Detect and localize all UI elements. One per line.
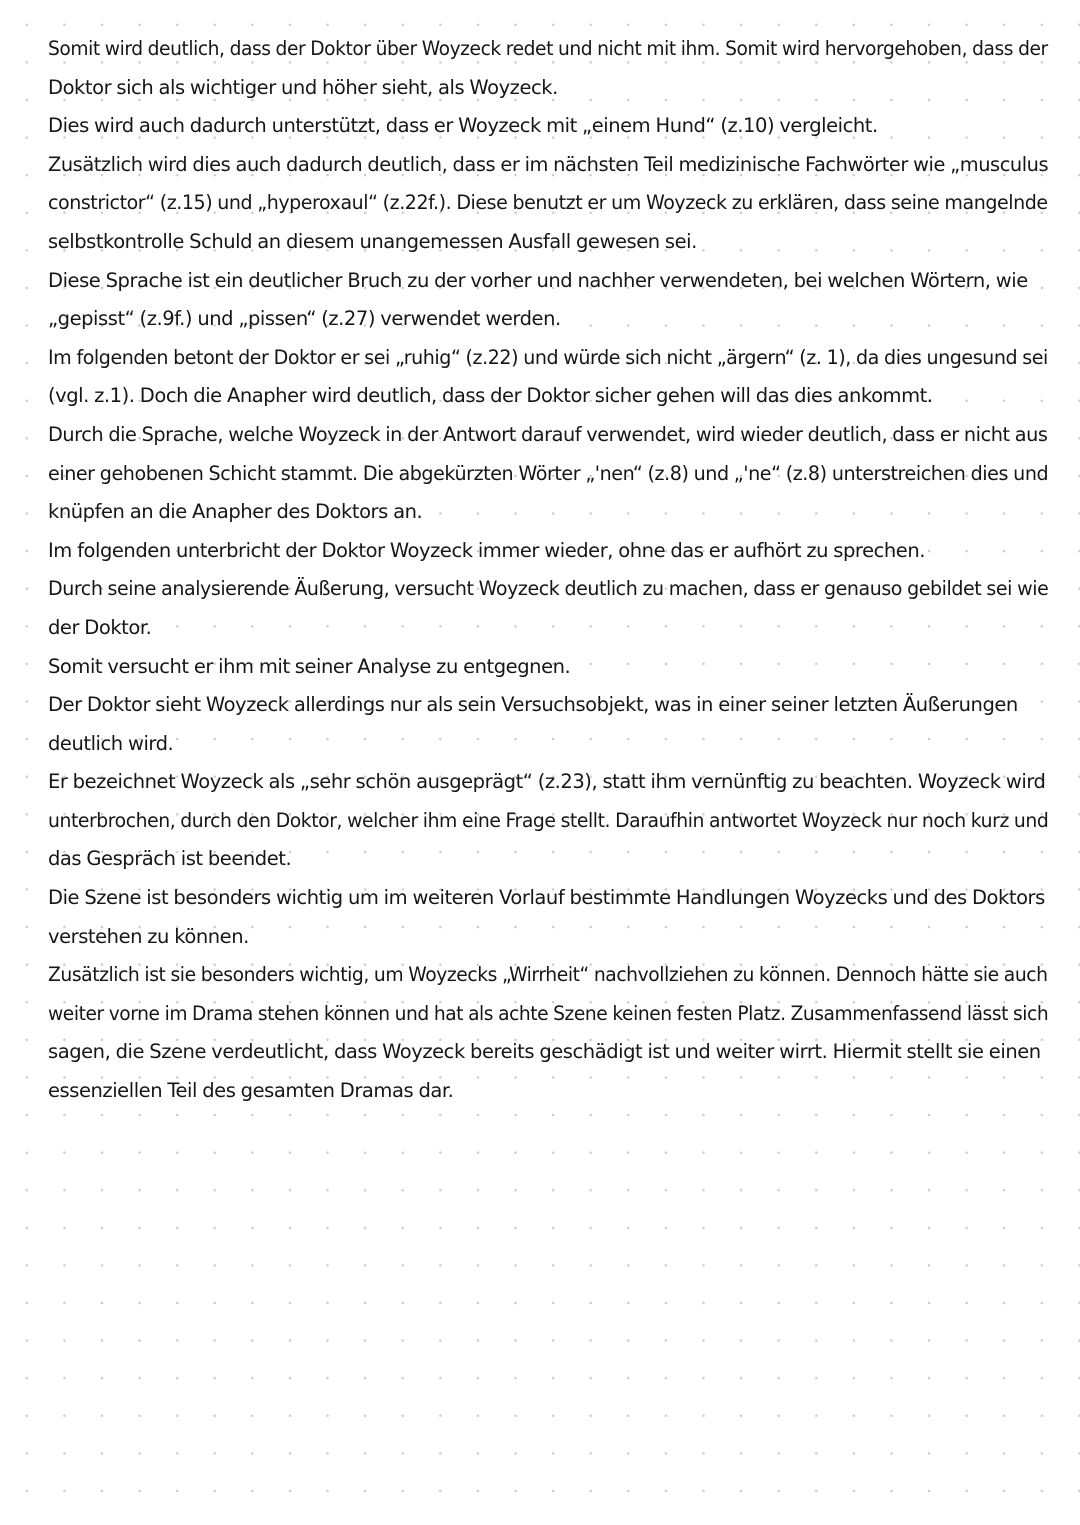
text-line: sagen, die Szene verdeutlicht, dass Woyzeck bereits geschädigt ist und weiter wirrt. Hiermit stellt sie einen	[48, 1040, 1041, 1064]
text-line: Somit wird deutlich, dass der Doktor über Woyzeck redet und nicht mit ihm. Somit wird hervorgehoben, dass der	[48, 37, 1048, 60]
text-line: Im folgenden unterbricht der Doktor Woyzeck immer wieder, ohne das er aufhört zu sprechen.	[48, 538, 926, 562]
text-line: der Doktor.	[48, 615, 152, 639]
text-line: Durch die Sprache, welche Woyzeck in der Antwort darauf verwendet, wird wieder deutlich, dass er nicht aus	[48, 422, 1048, 446]
text-line: Diese Sprache ist ein deutlicher Bruch zu der vorher und nachher verwendeten, bei welchen Wörtern, wie	[48, 268, 1028, 292]
text-line: weiter vorne im Drama stehen können und hat als achte Szene keinen festen Platz. Zusammenfassend lässt sich	[48, 1001, 1049, 1025]
text-line: knüpfen an die Anapher des Doktors an.	[48, 500, 423, 524]
text-line: Somit versucht er ihm mit seiner Analyse zu entgegnen.	[48, 654, 571, 678]
text-line: essenziellen Teil des gesamten Dramas dar.	[48, 1079, 454, 1103]
text-line: Im folgenden betont der Doktor er sei „ruhig“ (z.22) und würde sich nicht „ärgern“ (z. 1), da dies ungesund sei	[48, 345, 1048, 369]
text-line: Doktor sich als wichtiger und höher sieht, als Woyzeck.	[48, 75, 558, 99]
text-line: Der Doktor sieht Woyzeck allerdings nur als sein Versuchsobjekt, was in einer seiner letzten Äußerungen	[48, 693, 1018, 717]
text-line: verstehen zu können.	[48, 924, 249, 948]
text-line: Durch seine analysierende Äußerung, versucht Woyzeck deutlich zu machen, dass er genauso gebildet sei wie	[48, 577, 1049, 601]
text-line: Er bezeichnet Woyzeck als „sehr schön ausgeprägt“ (z.23), statt ihm vernünftig zu beachten. Woyzeck wird	[48, 770, 1046, 794]
text-line: (vgl. z.1). Doch die Anapher wird deutlich, dass der Doktor sicher gehen will das dies ankommt.	[48, 384, 933, 408]
text-line: „gepisst“ (z.9f.) und „pissen“ (z.27) verwendet werden.	[48, 307, 561, 331]
text-line: Dies wird auch dadurch unterstützt, dass er Woyzeck mit „einem Hund“ (z.10) vergleicht.	[48, 114, 878, 138]
text-line: deutlich wird.	[48, 731, 174, 755]
text-line: einer gehobenen Schicht stammt. Die abgekürzten Wörter „'nen“ (z.8) und „'ne“ (z.8) unterstreichen dies und	[48, 461, 1049, 485]
text-line: Zusätzlich ist sie besonders wichtig, um Woyzecks „Wirrheit“ nachvollziehen zu können. Dennoch hätte sie auch	[48, 963, 1048, 987]
text-line: constrictor“ (z.15) und „hyperoxaul“ (z.22f.). Diese benutzt er um Woyzeck zu erklären, dass seine mangelnde	[48, 191, 1048, 215]
handwritten-text-body	[48, 30, 1048, 1111]
text-line: das Gespräch ist beendet.	[48, 847, 292, 871]
text-line: Die Szene ist besonders wichtig um im weiteren Vorlauf bestimmte Handlungen Woyzecks und des Doktors	[48, 886, 1045, 910]
text-line: unterbrochen, durch den Doktor, welcher ihm eine Frage stellt. Daraufhin antwortet Woyzeck nur noch kurz und	[48, 808, 1049, 832]
text-line: selbstkontrolle Schuld an diesem unangemessen Ausfall gewesen sei.	[48, 229, 697, 253]
text-line: Zusätzlich wird dies auch dadurch deutlich, dass er im nächsten Teil medizinische Fachwörter wie „musculus	[48, 152, 1049, 176]
